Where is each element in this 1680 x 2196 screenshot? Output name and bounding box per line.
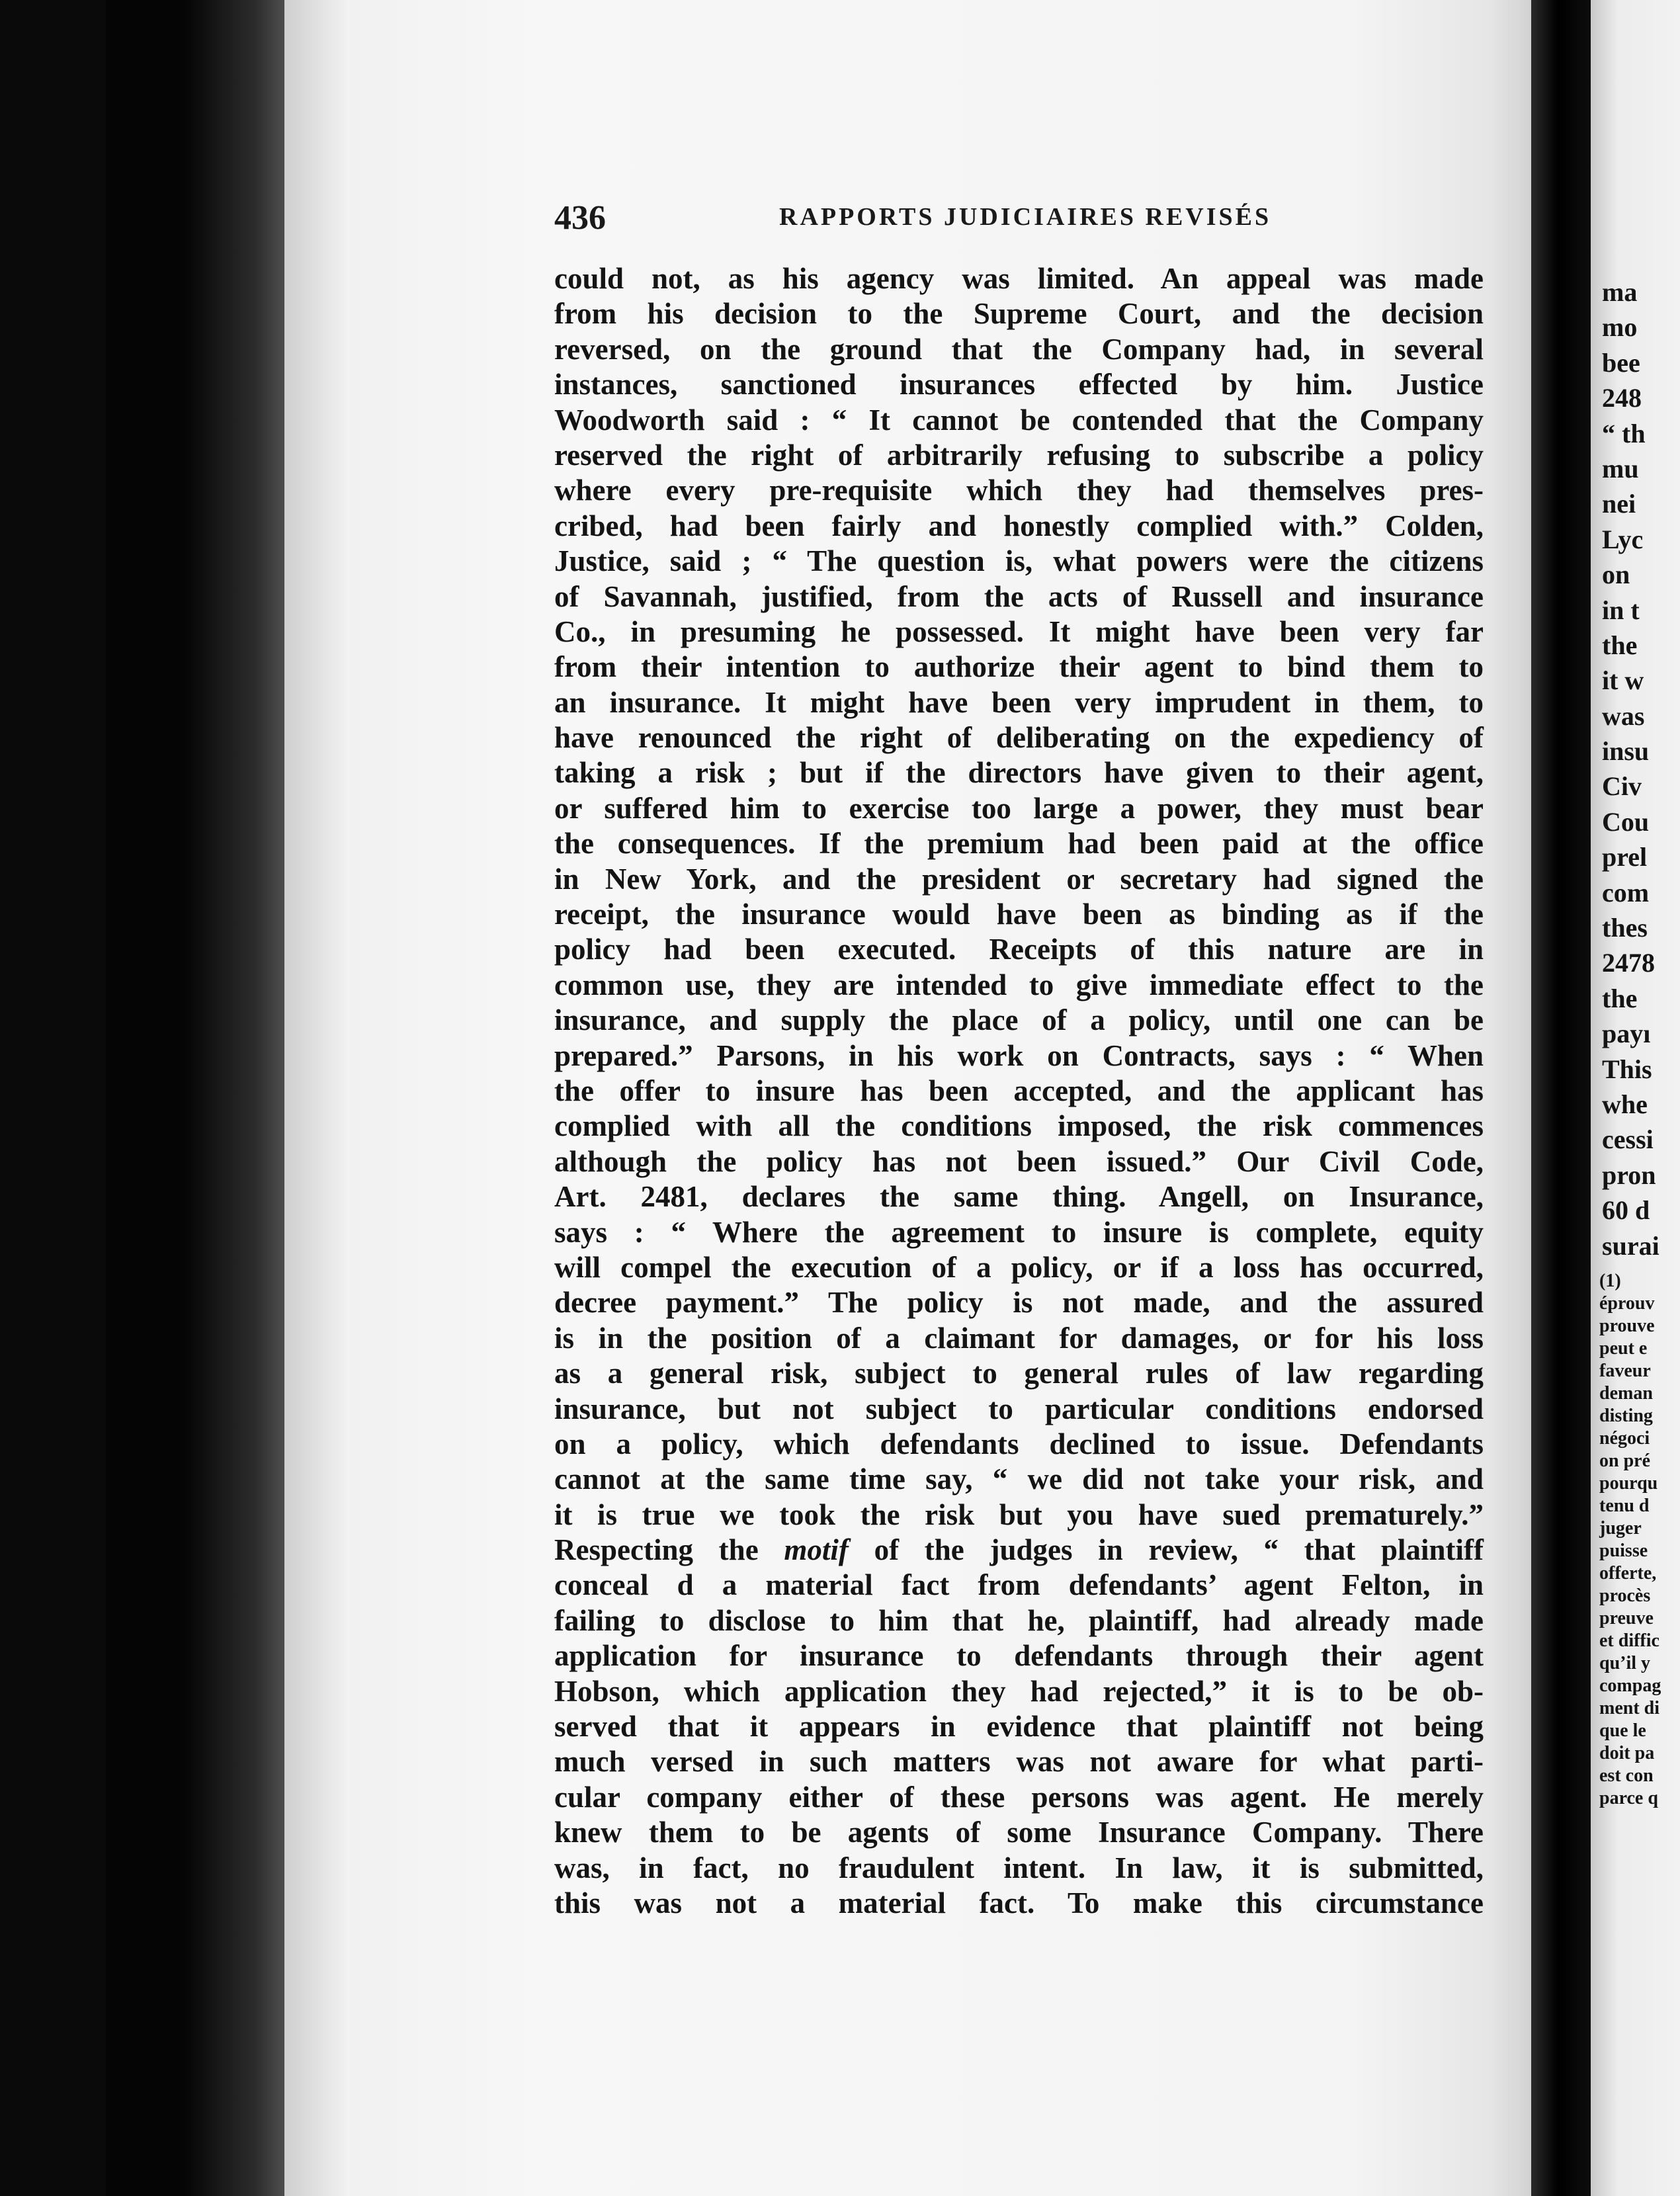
text-line: will compel the execution of a policy, or if a loss has occurred, xyxy=(554,1250,1484,1284)
running-title: RAPPORTS JUDICIAIRES REVISÉS xyxy=(779,203,1272,231)
right-page-footnote-line: procès xyxy=(1599,1585,1651,1606)
right-page-text xyxy=(1602,274,1680,1263)
right-page-line: 60 d xyxy=(1602,1195,1650,1226)
right-page-line: payı xyxy=(1602,1019,1651,1049)
text-line: served that it appears in evidence that plaintiff not being xyxy=(554,1710,1484,1744)
text-line: common use, they are intended to give immediate effect to the xyxy=(554,968,1484,1001)
right-page-footnote-line: prouve xyxy=(1599,1316,1655,1336)
text-line: was, in fact, no fraudulent intent. In law, it is submitted, xyxy=(554,1851,1484,1884)
right-page-footnote-line: peut e xyxy=(1599,1338,1648,1359)
text-line: much versed in such matters was not aware for what parti- xyxy=(554,1745,1484,1779)
right-page-line: Lyc xyxy=(1602,524,1644,554)
text-line: of Savannah, justified, from the acts of Russell and insurance xyxy=(554,579,1484,613)
text-line: reserved the right of arbitrarily refusing to subscribe a policy xyxy=(554,438,1484,472)
right-page-footnotes xyxy=(1599,1270,1680,1810)
right-page-footnote-line: faveur xyxy=(1599,1361,1651,1381)
text-line: in New York, and the president or secretary had signed the xyxy=(554,862,1484,896)
scan-left-margin xyxy=(0,0,106,2196)
text-line: Justice, said ; “ The question is, what powers were the citizens xyxy=(554,544,1484,578)
text-line: Hobson, which application they had rejected,” it is to be ob- xyxy=(554,1674,1484,1708)
text-line: could not, as his agency was limited. An appeal was made xyxy=(554,262,1484,295)
text-line: receipt, the insurance would have been as binding as if the xyxy=(554,898,1484,931)
text-line: from his decision to the Supreme Court, and the decision xyxy=(554,297,1484,331)
right-page-line: the xyxy=(1602,983,1638,1013)
text-line: says : “ Where the agreement to insure is complete, equity xyxy=(554,1215,1484,1249)
right-page-footnote-line: on pré xyxy=(1599,1451,1650,1471)
right-page-footnote-line: offerte, xyxy=(1599,1563,1657,1584)
text-line: insurance, and supply the place of a policy, until one can be xyxy=(554,1003,1484,1037)
text-line: complied with all the conditions imposed, the risk commences xyxy=(554,1109,1484,1143)
right-page-line: 2478 xyxy=(1602,948,1655,978)
right-page-line: thes xyxy=(1602,913,1648,943)
right-page-footnote-line: disting xyxy=(1599,1406,1653,1426)
text-line: cribed, had been fairly and honestly complied with.” Colden, xyxy=(554,509,1484,542)
page-header xyxy=(554,198,1480,245)
right-page-line: it w xyxy=(1602,665,1644,696)
right-page-footnote-line: deman xyxy=(1599,1383,1653,1404)
right-page-line: Civ xyxy=(1602,771,1642,802)
right-page-line: insu xyxy=(1602,736,1650,767)
text-line: decree payment.” The policy is not made, and the assured xyxy=(554,1286,1484,1320)
text-line: Co., in presuming he possessed. It might have been very far xyxy=(554,614,1484,648)
right-page-line: “ th xyxy=(1602,418,1646,448)
right-page-footnote-line: éprouv xyxy=(1599,1293,1655,1314)
text-line: is in the position of a claimant for damages, or for his loss xyxy=(554,1321,1484,1355)
page-number: 436 xyxy=(554,199,606,237)
text-line: as a general risk, subject to general rules of law regarding xyxy=(554,1357,1484,1390)
text-line: have renounced the right of deliberating on the expediency of xyxy=(554,721,1484,755)
right-page-line: This xyxy=(1602,1054,1652,1084)
text-line: knew them to be agents of some Insurance Company. There xyxy=(554,1816,1484,1849)
book-gutter-shadow xyxy=(185,0,291,2196)
text-line: cannot at the same time say, “ we did not take your risk, and xyxy=(554,1462,1484,1496)
right-page-footnote-line: que le xyxy=(1599,1720,1646,1741)
right-page-line: whe xyxy=(1602,1089,1648,1119)
body-text xyxy=(554,261,1484,2093)
text-line: or suffered him to exercise too large a power, they must bear xyxy=(554,791,1484,825)
right-page-line: on xyxy=(1602,560,1630,590)
text-line: Art. 2481, declares the same thing. Angell, on Insurance, xyxy=(554,1180,1484,1214)
text-line: from their intention to authorize their agent to bind them to xyxy=(554,650,1484,684)
text-line: prepared.” Parsons, in his work on Contracts, says : “ When xyxy=(554,1038,1484,1072)
right-page-line: bee xyxy=(1602,347,1640,378)
right-page-line: com xyxy=(1602,877,1650,908)
right-page-line: 248 xyxy=(1602,383,1642,413)
right-page-line: pron xyxy=(1602,1160,1656,1190)
right-page-footnote-line: doit pa xyxy=(1599,1743,1655,1763)
right-page-line: the xyxy=(1602,630,1638,660)
text-line: failing to disclose to him that he, plaintiff, had already made xyxy=(554,1603,1484,1637)
right-page-footnote-line: et diffic xyxy=(1599,1630,1659,1651)
right-page-line: was xyxy=(1602,700,1645,731)
right-page-line: mo xyxy=(1602,312,1638,343)
text-line: taking a risk ; but if the directors have given to their agent, xyxy=(554,756,1484,790)
right-page-line: in t xyxy=(1602,595,1640,625)
right-page-line: mu xyxy=(1602,453,1639,484)
right-page-line: nei xyxy=(1602,489,1636,519)
right-page-footnote-line: puisse xyxy=(1599,1541,1648,1561)
text-line: reversed, on the ground that the Company had, in several xyxy=(554,332,1484,366)
right-page-footnote-line: compag xyxy=(1599,1675,1661,1696)
right-page-footnote-line: négoci xyxy=(1599,1428,1650,1449)
text-line: this was not a material fact. To make this circumstance xyxy=(554,1886,1484,1920)
right-page-footnote-line: juger xyxy=(1599,1518,1642,1539)
text-line: although the policy has not been issued.” Our Civil Code, xyxy=(554,1144,1484,1178)
text-line: cular company either of these persons was agent. He merely xyxy=(554,1780,1484,1814)
right-page-line: prel xyxy=(1602,842,1648,872)
text-line: application for insurance to defendants through their agent xyxy=(554,1639,1484,1673)
right-page-footnote-line: pourqu xyxy=(1599,1473,1658,1494)
right-page-line: cessi xyxy=(1602,1124,1654,1155)
book-fold xyxy=(1531,0,1591,2196)
right-page-footnote-line: est con xyxy=(1599,1765,1654,1786)
right-page-line: surai xyxy=(1602,1230,1659,1261)
text-line: Respecting the motif of the judges in review, “ that plaintiff xyxy=(554,1533,1484,1567)
right-page-line: ma xyxy=(1602,277,1638,307)
text-line: the consequences. If the premium had been paid at the office xyxy=(554,827,1484,861)
text-line: the offer to insure has been accepted, and the applicant has xyxy=(554,1074,1484,1107)
text-line: insurance, but not subject to particular conditions endorsed xyxy=(554,1392,1484,1425)
text-line: instances, sanctioned insurances effected by him. Justice xyxy=(554,368,1484,401)
right-page-footnote-line: ment di xyxy=(1599,1698,1659,1718)
right-page-footnote-line: (1) xyxy=(1599,1271,1621,1291)
text-line: conceal d a material fact from defendants’ agent Felton, in xyxy=(554,1568,1484,1602)
text-line: policy had been executed. Receipts of this nature are in xyxy=(554,933,1484,966)
text-line: on a policy, which defendants declined to issue. Defendants xyxy=(554,1427,1484,1460)
text-line: an insurance. It might have been very imprudent in them, to xyxy=(554,685,1484,719)
text-line: it is true we took the risk but you have sued prematurely.” xyxy=(554,1498,1484,1531)
text-line: Woodworth said : “ It cannot be contended that the Company xyxy=(554,403,1484,437)
right-page-footnote-line: parce q xyxy=(1599,1788,1658,1808)
right-page-line: Cou xyxy=(1602,806,1650,837)
right-page-footnote-line: qu’il y xyxy=(1599,1653,1651,1673)
right-page-footnote-line: preuve xyxy=(1599,1608,1654,1628)
right-page-footnote-line: tenu d xyxy=(1599,1496,1650,1516)
text-line: where every pre-requisite which they had themselves pres- xyxy=(554,474,1484,507)
